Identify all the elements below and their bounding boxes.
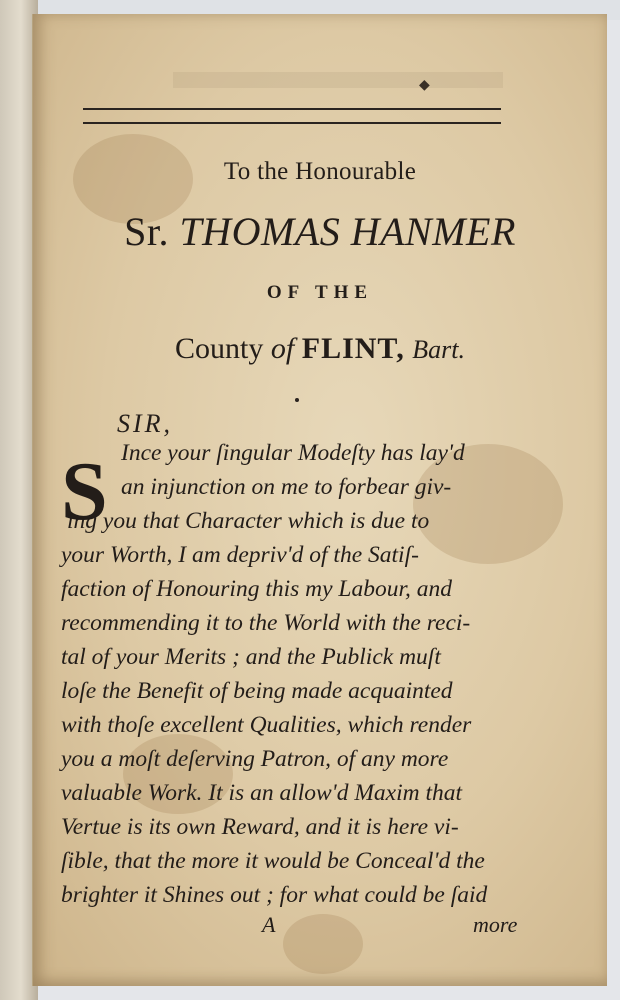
body-line: faction of Honouring this my Labour, and bbox=[61, 576, 453, 602]
body-line: valuable Work. It is an allow'd Maxim that bbox=[61, 780, 463, 806]
body-line: brighter it Shines out ; for what could be ſaid bbox=[61, 882, 488, 908]
body-line: ſible, that the more it would be Conceal'd the bbox=[61, 848, 485, 874]
body-line: ing you that Character which is due to bbox=[67, 508, 430, 534]
book-page bbox=[32, 14, 607, 986]
county-of: of bbox=[270, 332, 295, 365]
body-line: with thoſe excellent Qualities, which render bbox=[61, 712, 472, 738]
of-the-line: OF THE bbox=[266, 282, 374, 303]
name-main: THOMAS HANMER bbox=[179, 209, 516, 254]
ink-mark: ◆ bbox=[419, 78, 430, 93]
body-line: Vertue is its own Reward, and it is here vi- bbox=[61, 814, 459, 840]
body-text bbox=[33, 14, 607, 986]
title-suffix: Bart. bbox=[412, 335, 465, 364]
body-line: you a moſt deſerving Patron, of any more bbox=[61, 746, 449, 772]
name-prefix: Sr. bbox=[124, 209, 169, 254]
body-line: your Worth, I am depriv'd of the Satiſ- bbox=[61, 542, 419, 568]
body-line: an injunction on me to forbear giv- bbox=[121, 474, 452, 500]
county-word: County bbox=[175, 332, 264, 365]
heading-line-1: To the Honourable bbox=[223, 158, 417, 185]
body-line: Ince your ſingular Modeſty has lay'd bbox=[121, 440, 465, 466]
signature-mark: A bbox=[262, 912, 276, 937]
county-name: FLINT, bbox=[301, 332, 405, 365]
body-line: recommending it to the World with the reci- bbox=[61, 610, 471, 636]
body-line: tal of your Merits ; and the Publick muſt bbox=[61, 644, 441, 670]
drop-cap: S bbox=[61, 445, 108, 538]
body-line: loſe the Benefit of being made acquainted bbox=[61, 678, 453, 704]
salutation: SIR, bbox=[117, 409, 174, 438]
catchword: more bbox=[473, 912, 518, 937]
